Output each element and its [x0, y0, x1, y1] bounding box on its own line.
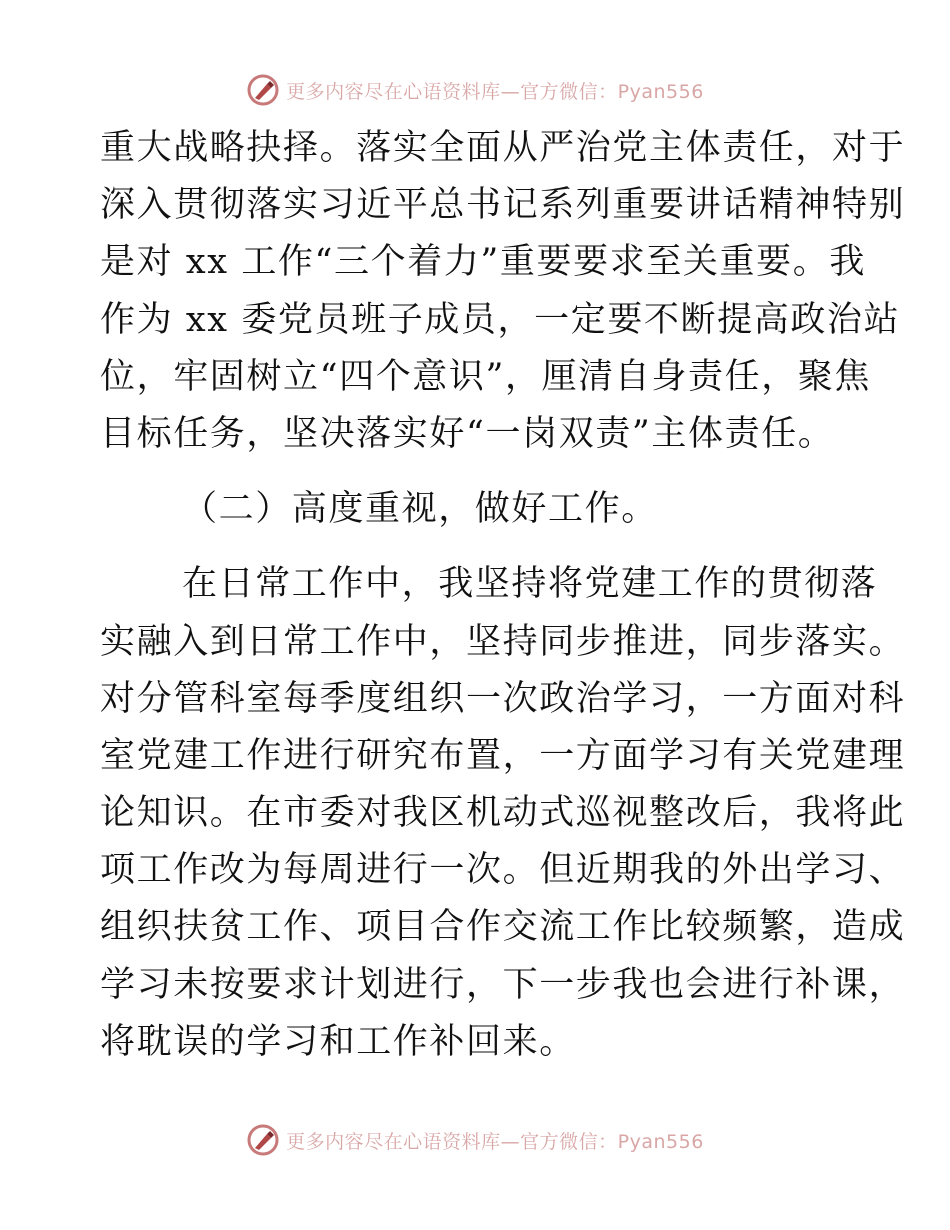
- text-line: 位，牢固树立“四个意识”，厘清自身责任，聚焦: [100, 356, 871, 397]
- text-line: 重大战略抉择。落实全面从严治党主体责任，对于: [100, 128, 906, 168]
- text-line: 是对 xx 工作“三个着力”重要要求至关重要。我: [100, 242, 866, 283]
- text-line: 在日常工作中，我坚持将党建工作的贯彻落: [182, 564, 878, 605]
- text-line: 项工作改为每周进行一次。但近期我的外出学习、: [100, 850, 906, 891]
- text-line: 实融入到日常工作中，坚持同步推进，同步落实。: [100, 621, 906, 662]
- heading-line: （二）高度重视，做好工作。: [182, 489, 658, 530]
- text-line: 对分管科室每季度组织一次政治学习，一方面对科: [100, 678, 906, 719]
- footer-watermark-text: 更多内容尽在心语资料库—官方微信：Pyan556: [286, 1130, 704, 1153]
- document-body: [100, 120, 906, 1071]
- text-line: 作为 xx 委党员班子成员，一定要不断提高政治站: [100, 299, 901, 340]
- text-line: 目标任务，坚决落实好“一岗双责”主体责任。: [100, 413, 835, 454]
- header-watermark: [0, 68, 950, 112]
- text-line: 深入贯彻落实习近平总书记系列重要讲话精神特别: [100, 185, 906, 226]
- text-line: 学习未按要求计划进行，下一步我也会进行补课，: [100, 964, 906, 1005]
- footer-watermark: [0, 1118, 950, 1162]
- pen-logo-icon: [246, 73, 280, 107]
- paragraph-2: [100, 556, 906, 1071]
- text-line: 将耽误的学习和工作补回来。: [100, 1021, 576, 1062]
- section-heading: [100, 481, 850, 538]
- paragraph-1: [100, 120, 906, 463]
- text-line: 组织扶贫工作、项目合作交流工作比较频繁，造成: [100, 907, 906, 948]
- text-line: 室党建工作进行研究布置，一方面学习有关党建理: [100, 735, 906, 776]
- text-line: 论知识。在市委对我区机动式巡视整改后，我将此: [100, 793, 906, 834]
- header-watermark-text: 更多内容尽在心语资料库—官方微信：Pyan556: [286, 80, 704, 103]
- pen-logo-icon: [246, 1123, 280, 1157]
